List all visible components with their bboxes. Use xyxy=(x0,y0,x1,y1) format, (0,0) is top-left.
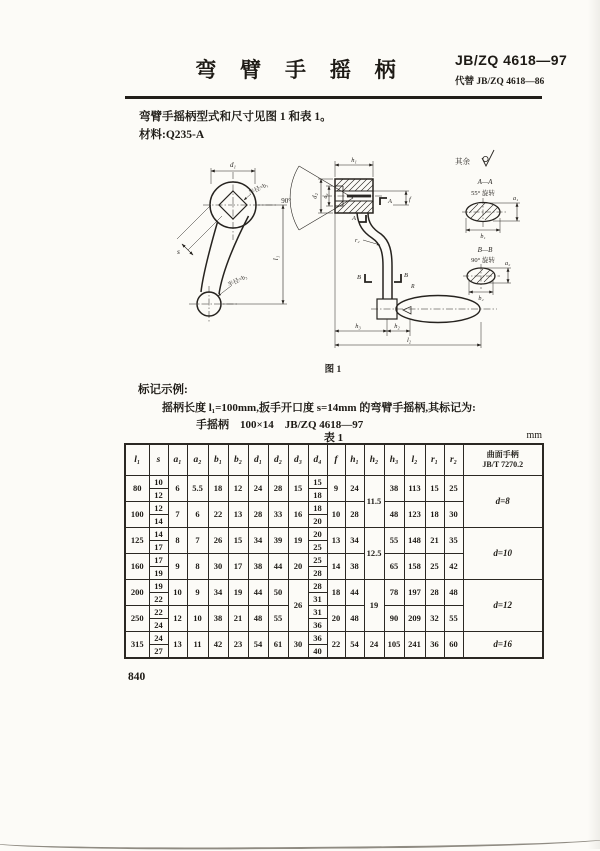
label-aa-rotation: 55° 旋转 xyxy=(471,190,495,197)
dim-label-b2: b₂ xyxy=(478,295,484,302)
cell-s: 22 xyxy=(149,606,168,619)
cell-d4: 18 xyxy=(308,489,327,502)
cell-d3: 15 xyxy=(288,476,308,502)
cell-b1: 42 xyxy=(208,632,228,659)
material-line: 材料:Q235-A xyxy=(139,129,205,141)
cell-s: 12 xyxy=(149,502,168,515)
column-header: l₂ xyxy=(404,444,425,476)
cell-d4: 20 xyxy=(308,515,327,528)
dim-label-d1: d₁ xyxy=(230,161,236,169)
cell-f: 22 xyxy=(327,632,345,659)
cell-d2: 28 xyxy=(268,476,288,502)
cell-d3: 19 xyxy=(288,528,308,554)
cell-s: 27 xyxy=(149,645,168,659)
cell-h3: 55 xyxy=(384,528,404,554)
figure-caption: 图 1 xyxy=(324,365,342,375)
scan-right-edge xyxy=(588,0,600,849)
cell-r2: 30 xyxy=(444,502,463,528)
dim-label-b1: b₁ xyxy=(480,233,486,240)
cell-l1: 100 xyxy=(125,502,149,528)
column-header: a₁ xyxy=(168,444,187,476)
cell-h3: 105 xyxy=(384,632,404,659)
cell-h3: 78 xyxy=(384,580,404,606)
cell-f: 14 xyxy=(327,554,345,580)
table-unit: mm xyxy=(526,430,542,441)
cell-h1: 38 xyxy=(345,554,364,580)
cell-a2: 10 xyxy=(187,606,208,632)
cell-d1: 24 xyxy=(248,476,268,502)
page-number: 840 xyxy=(128,671,146,683)
page-title: 弯 臂 手 摇 柄 xyxy=(195,59,405,82)
cell-d2: 39 xyxy=(268,528,288,554)
cell-l2: 123 xyxy=(404,502,425,528)
cell-l1: 315 xyxy=(125,632,149,659)
cell-a1: 12 xyxy=(168,606,187,632)
cell-d4: 15 xyxy=(308,476,327,489)
cell-a2: 7 xyxy=(187,528,208,554)
cell-b1: 26 xyxy=(208,528,228,554)
dim-label-f: f xyxy=(409,196,411,203)
cell-handle: d=10 xyxy=(463,528,543,580)
dim-label-90deg: 90° xyxy=(281,197,291,205)
table-row xyxy=(125,580,543,593)
column-header: f xyxy=(327,444,345,476)
dim-label-h2: h₂ xyxy=(394,323,400,330)
cell-s: 10 xyxy=(149,476,168,489)
section-label-b-left: B xyxy=(357,274,361,281)
column-header: a₂ xyxy=(187,444,208,476)
label-radius-b1: 半径=b₁ xyxy=(248,182,270,197)
dim-label-r2: r₂ xyxy=(355,237,360,244)
table-body xyxy=(125,476,543,659)
section-details xyxy=(462,150,520,295)
cell-a1: 8 xyxy=(168,528,187,554)
cell-a2: 8 xyxy=(187,554,208,580)
cell-b2: 17 xyxy=(228,554,248,580)
cell-b2: 12 xyxy=(228,476,248,502)
cell-d3: 16 xyxy=(288,502,308,528)
cell-d2: 44 xyxy=(268,554,288,580)
cell-l2: 158 xyxy=(404,554,425,580)
cell-d2: 55 xyxy=(268,606,288,632)
cell-d4: 36 xyxy=(308,632,327,645)
dim-label-a2: a₂ xyxy=(505,260,511,267)
table-header-row xyxy=(125,444,543,476)
cell-a2: 6 xyxy=(187,502,208,528)
dim-label-s: s xyxy=(177,247,180,256)
front-view xyxy=(177,168,287,322)
cell-a1: 9 xyxy=(168,554,187,580)
cell-a1: 7 xyxy=(168,502,187,528)
column-header-handle: 曲面手柄 JB/T 7270.2 xyxy=(463,444,543,476)
cell-r2: 48 xyxy=(444,580,463,606)
cell-l2: 197 xyxy=(404,580,425,606)
cell-d1: 44 xyxy=(248,580,268,606)
cell-r1: 28 xyxy=(425,580,444,606)
cell-r2: 25 xyxy=(444,476,463,502)
column-header: d₃ xyxy=(288,444,308,476)
cell-handle: d=12 xyxy=(463,580,543,632)
cell-h2: 24 xyxy=(364,632,384,659)
cell-h3: 38 xyxy=(384,476,404,502)
cell-d4: 28 xyxy=(308,580,327,593)
dim-label-h3: h₃ xyxy=(355,323,361,330)
cell-l1: 250 xyxy=(125,606,149,632)
cell-a2: 5.5 xyxy=(187,476,208,502)
cell-r1: 36 xyxy=(425,632,444,659)
label-bb-rotation: 90° 旋转 xyxy=(471,257,495,264)
section-label-a-lower: A xyxy=(352,215,356,222)
cell-d2: 33 xyxy=(268,502,288,528)
cell-r1: 18 xyxy=(425,502,444,528)
cell-d2: 61 xyxy=(268,632,288,659)
column-header: b₁ xyxy=(208,444,228,476)
marking-example-heading: 标记示例: xyxy=(138,384,188,396)
cell-b2: 19 xyxy=(228,580,248,606)
cell-d3: 26 xyxy=(288,580,308,632)
cell-b1: 34 xyxy=(208,580,228,606)
cell-s: 22 xyxy=(149,593,168,606)
cell-h2: 12.5 xyxy=(364,528,384,580)
cell-l2: 241 xyxy=(404,632,425,659)
cell-d1: 34 xyxy=(248,528,268,554)
cell-d4: 36 xyxy=(308,619,327,632)
cell-r1: 32 xyxy=(425,606,444,632)
cell-d4: 28 xyxy=(308,567,327,580)
cell-a1: 10 xyxy=(168,580,187,606)
cell-h2: 19 xyxy=(364,580,384,632)
scan-bottom-edge xyxy=(0,829,600,851)
cell-d4: 31 xyxy=(308,606,327,619)
cell-l2: 113 xyxy=(404,476,425,502)
cell-d2: 50 xyxy=(268,580,288,606)
cell-a2: 11 xyxy=(187,632,208,659)
cell-d1: 38 xyxy=(248,554,268,580)
table-row xyxy=(125,632,543,645)
column-header: s xyxy=(149,444,168,476)
section-view xyxy=(290,161,497,348)
cell-h3: 90 xyxy=(384,606,404,632)
cell-handle: d=8 xyxy=(463,476,543,528)
table-caption: 表 1 xyxy=(323,432,344,444)
cell-s: 14 xyxy=(149,528,168,541)
cell-r2: 35 xyxy=(444,528,463,554)
cell-d3: 30 xyxy=(288,632,308,659)
cell-s: 17 xyxy=(149,554,168,567)
spec-table xyxy=(124,443,544,659)
cell-r2: 42 xyxy=(444,554,463,580)
cell-s: 17 xyxy=(149,541,168,554)
cell-h2: 11.5 xyxy=(364,476,384,528)
roughness-symbol xyxy=(482,150,494,166)
cell-d4: 18 xyxy=(308,502,327,515)
standard-number: JB/ZQ 4618—97 xyxy=(455,52,568,68)
column-header: d₁ xyxy=(248,444,268,476)
cell-s: 19 xyxy=(149,580,168,593)
cell-d4: 31 xyxy=(308,593,327,606)
dim-label-l1: l₁ xyxy=(272,255,280,261)
label-radius-b2: 半径=b₂ xyxy=(227,274,249,289)
intro-line-1: 弯臂手摇柄型式和尺寸见图 1 和表 1。 xyxy=(139,111,332,123)
dim-label-h1: h₁ xyxy=(351,157,357,164)
label-aa-title: A—A xyxy=(477,178,493,186)
cell-r1: 15 xyxy=(425,476,444,502)
cell-b2: 13 xyxy=(228,502,248,528)
marking-example-text: 摇柄长度 l₁=100mm,扳手开口度 s=14mm 的弯臂手摇柄,其标记为: xyxy=(162,402,476,414)
cell-r2: 55 xyxy=(444,606,463,632)
table-row xyxy=(125,476,543,489)
section-label-a-upper: A xyxy=(388,198,392,205)
cell-d4: 25 xyxy=(308,541,327,554)
marking-designation: 手摇柄 100×14 JB/ZQ 4618—97 xyxy=(196,419,364,431)
cell-h1: 48 xyxy=(345,606,364,632)
cell-l2: 209 xyxy=(404,606,425,632)
cell-b1: 18 xyxy=(208,476,228,502)
column-header: h₁ xyxy=(345,444,364,476)
cell-d4: 20 xyxy=(308,528,327,541)
cell-a1: 6 xyxy=(168,476,187,502)
cell-l2: 148 xyxy=(404,528,425,554)
cell-b1: 22 xyxy=(208,502,228,528)
dim-label-d2: d₂ xyxy=(311,193,319,199)
cell-d1: 54 xyxy=(248,632,268,659)
cell-h3: 65 xyxy=(384,554,404,580)
cell-d1: 28 xyxy=(248,502,268,528)
cell-l1: 160 xyxy=(125,554,149,580)
cell-h1: 44 xyxy=(345,580,364,606)
dim-label-a1: a₁ xyxy=(513,195,519,202)
column-header: d₂ xyxy=(268,444,288,476)
cell-b2: 21 xyxy=(228,606,248,632)
dim-label-R: R xyxy=(411,284,415,290)
cell-b2: 15 xyxy=(228,528,248,554)
cell-r1: 25 xyxy=(425,554,444,580)
figure-drawing xyxy=(125,146,545,378)
dim-label-l2: l₂ xyxy=(406,337,412,344)
replaces-note: 代替 JB/ZQ 4618—86 xyxy=(455,77,545,87)
cell-handle: d=16 xyxy=(463,632,543,659)
cell-h1: 54 xyxy=(345,632,364,659)
cell-h1: 34 xyxy=(345,528,364,554)
cell-h1: 24 xyxy=(345,476,364,502)
column-header: l₁ xyxy=(125,444,149,476)
cell-l1: 125 xyxy=(125,528,149,554)
cell-s: 24 xyxy=(149,619,168,632)
cell-a2: 9 xyxy=(187,580,208,606)
cell-l1: 200 xyxy=(125,580,149,606)
column-header: h₂ xyxy=(364,444,384,476)
cell-d4: 40 xyxy=(308,645,327,659)
cell-h1: 28 xyxy=(345,502,364,528)
cell-s: 12 xyxy=(149,489,168,502)
cell-s: 14 xyxy=(149,515,168,528)
column-header: r₁ xyxy=(425,444,444,476)
cell-f: 20 xyxy=(327,606,345,632)
cell-b1: 38 xyxy=(208,606,228,632)
cell-f: 9 xyxy=(327,476,345,502)
label-bb-title: B—B xyxy=(477,246,493,254)
cell-h3: 48 xyxy=(384,502,404,528)
cell-d1: 48 xyxy=(248,606,268,632)
cell-l1: 80 xyxy=(125,476,149,502)
cell-a1: 13 xyxy=(168,632,187,659)
column-header: r₂ xyxy=(444,444,463,476)
cell-f: 18 xyxy=(327,580,345,606)
column-header: h₃ xyxy=(384,444,404,476)
cell-f: 13 xyxy=(327,528,345,554)
dim-label-d4: d₄ xyxy=(323,193,329,199)
cell-d4: 25 xyxy=(308,554,327,567)
cell-b1: 30 xyxy=(208,554,228,580)
cell-r2: 60 xyxy=(444,632,463,659)
cell-r1: 21 xyxy=(425,528,444,554)
column-header: b₂ xyxy=(228,444,248,476)
cell-b2: 23 xyxy=(228,632,248,659)
column-header: d₄ xyxy=(308,444,327,476)
cell-d3: 20 xyxy=(288,554,308,580)
cell-s: 19 xyxy=(149,567,168,580)
section-label-b-right: B xyxy=(404,272,408,279)
cell-s: 24 xyxy=(149,632,168,645)
label-others: 其余 xyxy=(455,157,470,166)
cell-f: 10 xyxy=(327,502,345,528)
table-row xyxy=(125,528,543,541)
header-rule xyxy=(125,96,542,99)
